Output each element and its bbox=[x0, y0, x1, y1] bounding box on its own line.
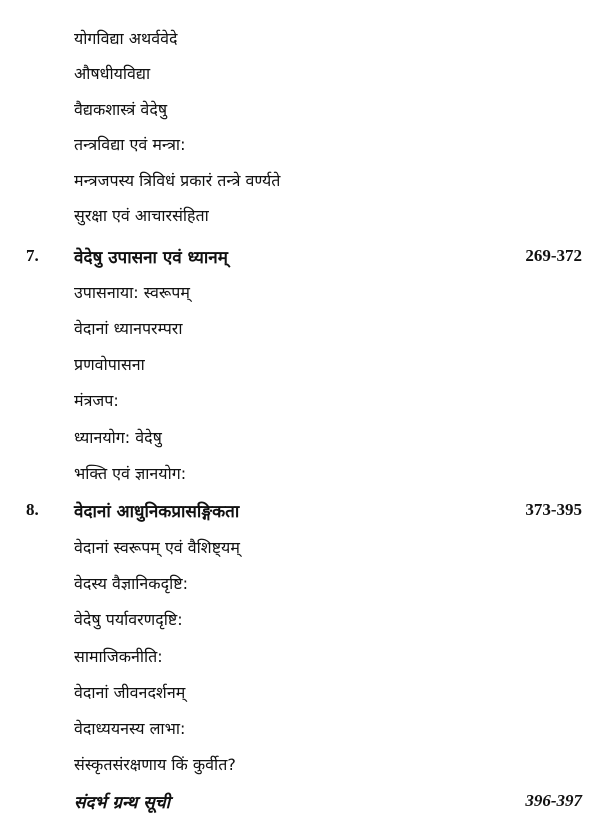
chapter-pages: 269-372 bbox=[525, 246, 582, 265]
chapter-pages: 373-395 bbox=[525, 500, 582, 519]
toc-subitem-label: भक्ति एवं ज्ञानयोग: bbox=[74, 464, 187, 483]
toc-subitem-label: वेदेषु पर्यावरणदृष्टि: bbox=[74, 610, 183, 629]
chapter-title: वेदेषु उपासना एवं ध्यानम् bbox=[74, 247, 228, 268]
toc-subitem bbox=[0, 164, 600, 198]
toc-subitem-label: वेदानां स्वरूपम् एवं वैशिष्ट्यम् bbox=[74, 538, 240, 557]
toc-subitem bbox=[0, 199, 600, 233]
toc-subitem-label: प्रणवोपासना bbox=[74, 355, 145, 374]
chapter-7-heading bbox=[0, 239, 600, 273]
toc-subitem bbox=[0, 128, 600, 162]
toc-subitem-label: सुरक्षा एवं आचारसंहिता bbox=[74, 206, 209, 225]
toc-subitem-label: वैद्यकशास्त्रं वेदेषु bbox=[74, 100, 168, 119]
toc-subitem bbox=[0, 603, 600, 637]
toc-subitem bbox=[0, 676, 600, 710]
toc-subitem bbox=[0, 748, 600, 782]
toc-subitem-label: तन्त्रविद्या एवं मन्त्रा: bbox=[74, 135, 186, 154]
toc-subitem-label: वेदानां ध्यानपरम्परा bbox=[74, 319, 183, 338]
toc-subitem bbox=[0, 567, 600, 601]
chapter-number: 8. bbox=[26, 500, 39, 519]
toc-subitem-label: सामाजिकनीति: bbox=[74, 647, 163, 666]
toc-subitem-label: संस्कृतसंरक्षणाय किं कुर्वीत? bbox=[74, 755, 236, 774]
toc-subitem-label: वेदस्य वैज्ञानिकदृष्टि: bbox=[74, 574, 188, 593]
toc-subitem bbox=[0, 531, 600, 565]
toc-subitem bbox=[0, 22, 600, 56]
toc-subitem-label: मन्त्रजपस्य त्रिविधं प्रकारं तन्त्रे वर्ण्यते bbox=[74, 171, 281, 190]
bibliography-heading bbox=[0, 784, 600, 818]
toc-subitem-label: वेदानां जीवनदर्शनम् bbox=[74, 683, 186, 702]
toc-subitem bbox=[0, 421, 600, 455]
toc-subitem bbox=[0, 384, 600, 418]
bibliography-title: संदर्भ ग्रन्थ सूची bbox=[74, 792, 170, 813]
toc-subitem bbox=[0, 712, 600, 746]
toc-subitem bbox=[0, 348, 600, 382]
toc-subitem bbox=[0, 640, 600, 674]
toc-subitem bbox=[0, 457, 600, 491]
chapter-8-heading bbox=[0, 493, 600, 527]
chapter-number: 7. bbox=[26, 246, 39, 265]
toc-subitem bbox=[0, 93, 600, 127]
bibliography-pages: 396-397 bbox=[525, 791, 582, 810]
toc-subitem-label: ध्यानयोग: वेदेषु bbox=[74, 428, 162, 447]
toc-subitem-label: उपासनाया: स्वरूपम् bbox=[74, 283, 190, 302]
toc-subitem-label: औषधीयविद्या bbox=[74, 64, 151, 83]
toc-subitem bbox=[0, 312, 600, 346]
toc-subitem bbox=[0, 276, 600, 310]
toc-subitem-label: वेदाध्ययनस्य लाभा: bbox=[74, 719, 186, 738]
toc-subitem bbox=[0, 57, 600, 91]
chapter-title: वेदानां आधुनिकप्रासङ्गिकता bbox=[74, 501, 240, 522]
toc-subitem-label: योगविद्या अथर्ववेदे bbox=[74, 29, 178, 48]
toc-subitem-label: मंत्रजप: bbox=[74, 391, 119, 410]
